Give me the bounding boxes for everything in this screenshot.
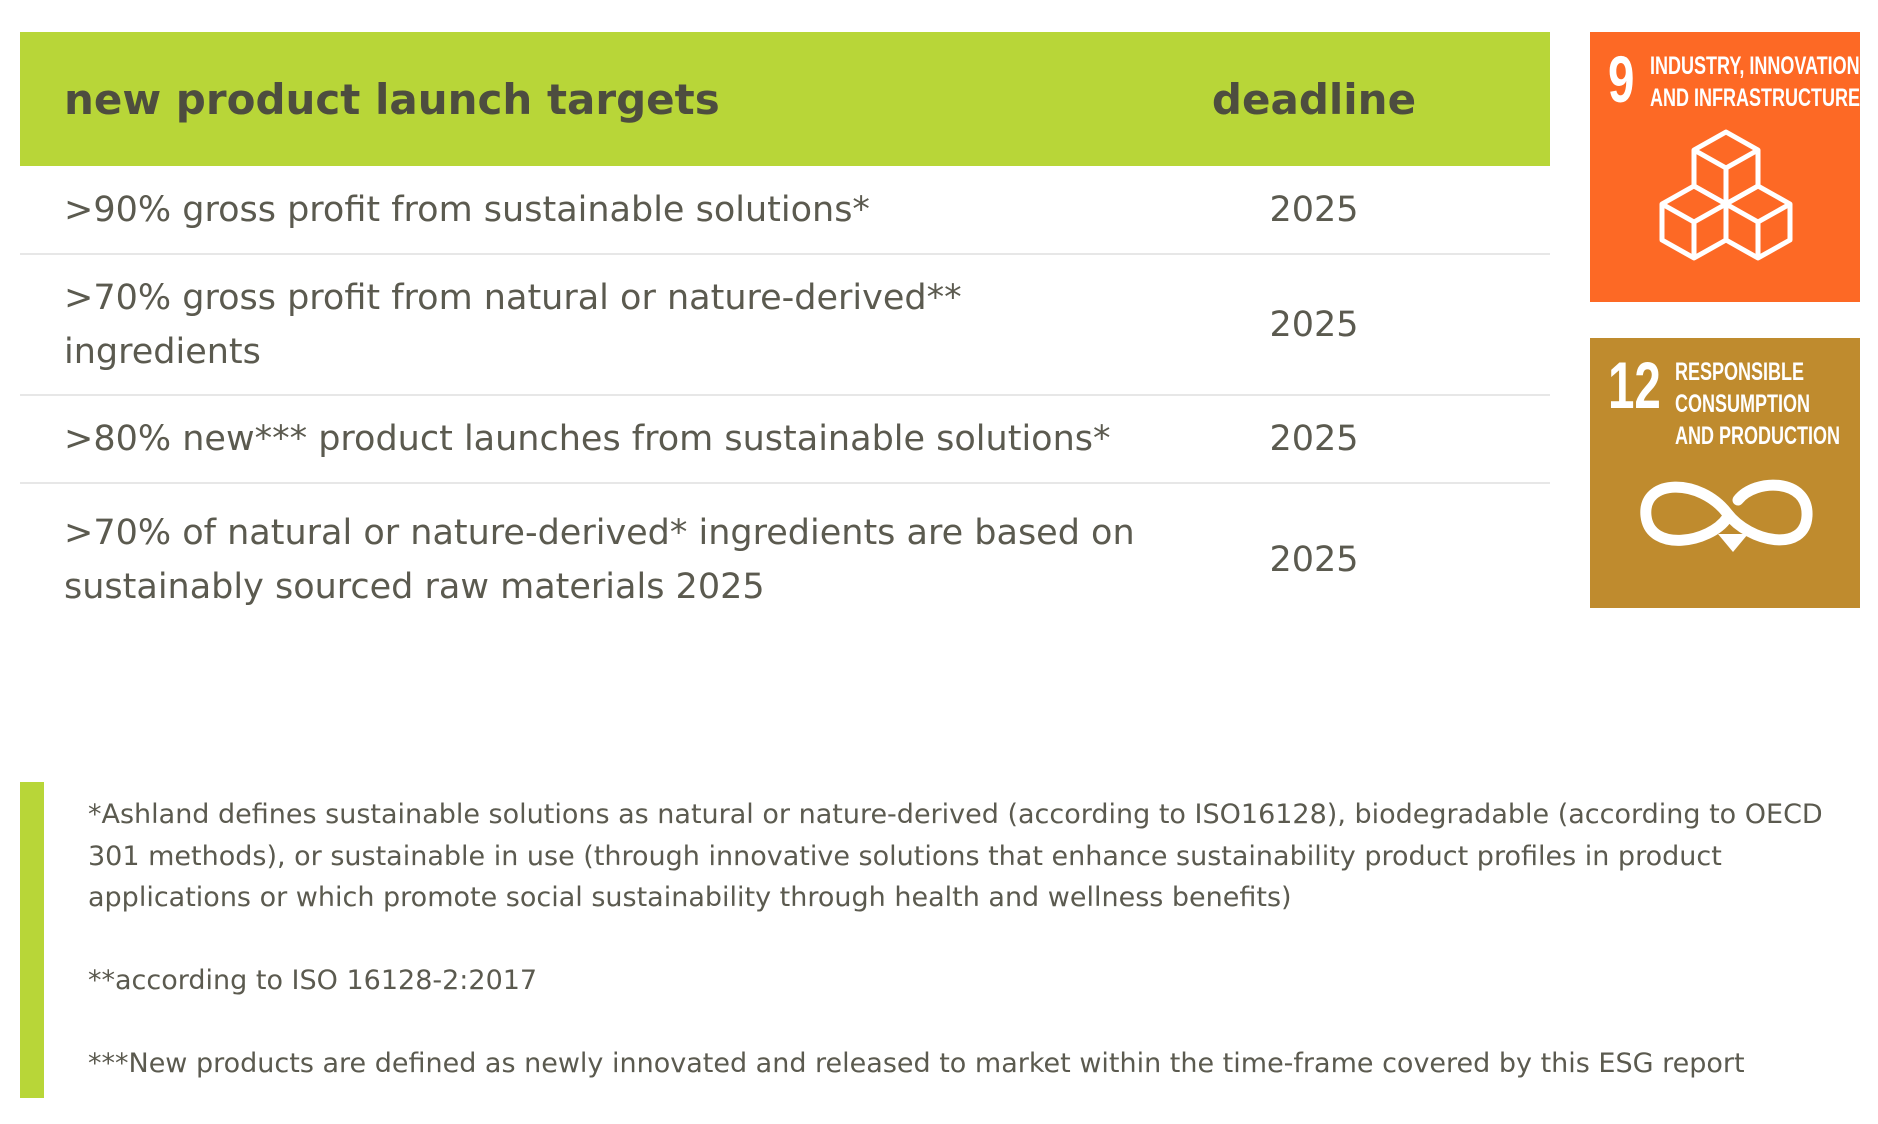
sdg-title-line: RESPONSIBLE xyxy=(1675,358,1805,386)
target-text: >90% gross profit from sustainable solutions* xyxy=(64,189,870,230)
table-row xyxy=(20,255,1550,396)
sdg-title-line: INDUSTRY, INNOVATION xyxy=(1650,52,1860,80)
table-row xyxy=(20,166,1550,255)
deadline-value: 2025 xyxy=(1269,304,1359,345)
footnote: **according to ISO 16128-2:2017 xyxy=(88,965,538,996)
targets-table xyxy=(20,32,1550,636)
target-text: >70% of natural or nature-derived* ingredients are based on sustainably sourced raw materials 2025 xyxy=(64,513,1135,607)
accent-bar xyxy=(20,782,44,1098)
cubes-icon xyxy=(1590,32,1860,302)
sdg-number: 9 xyxy=(1608,42,1635,116)
table-row xyxy=(20,484,1550,636)
sdg-12-badge xyxy=(1590,338,1860,608)
sdg-title-line: AND PRODUCTION xyxy=(1675,422,1841,450)
target-text: >70% gross profit from natural or nature-derived** ingredients xyxy=(64,277,962,372)
deadline-value: 2025 xyxy=(1269,189,1359,230)
footnote: *Ashland defines sustainable solutions as natural or nature-derived (according to ISO16128), biodegradable (according to OECD 301 methods), or sustainable in use (through innovative solutions that enhance sustainability product profiles in product applications or which promote social sustainability through health and wellness benefits) xyxy=(88,799,1823,913)
table-header xyxy=(20,32,1550,166)
footnotes-section xyxy=(20,782,1858,1098)
deadline-value: 2025 xyxy=(1269,540,1359,580)
header-targets-label: new product launch targets xyxy=(64,74,720,124)
sdg-number: 12 xyxy=(1608,348,1661,422)
sdg-title-line: AND INFRASTRUCTURE xyxy=(1650,84,1860,112)
sdg-title-line: CONSUMPTION xyxy=(1675,390,1810,418)
footnote: ***New products are defined as newly innovated and released to market within the time-frame covered by this ESG report xyxy=(88,1048,1745,1079)
deadline-value: 2025 xyxy=(1269,419,1359,459)
table-row xyxy=(20,396,1550,484)
target-text: >80% new*** product launches from sustainable solutions* xyxy=(64,419,1111,459)
header-deadline-label: deadline xyxy=(1211,74,1417,124)
infinity-loop-icon xyxy=(1590,338,1860,608)
sdg-9-badge xyxy=(1590,32,1860,302)
